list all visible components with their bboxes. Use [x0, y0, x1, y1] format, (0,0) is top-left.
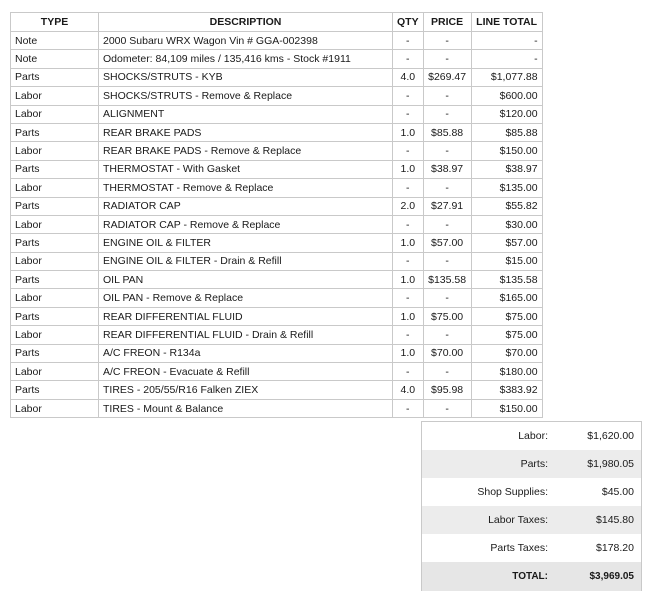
cell-type: Labor — [11, 363, 99, 381]
cell-qty: 4.0 — [393, 381, 424, 399]
table-row — [11, 307, 543, 325]
table-row — [11, 215, 543, 233]
cell-qty: 1.0 — [393, 307, 424, 325]
cell-line-total: $600.00 — [471, 87, 542, 105]
cell-qty: - — [393, 142, 424, 160]
cell-price: - — [423, 399, 471, 417]
table-row — [11, 363, 543, 381]
cell-description: THERMOSTAT - Remove & Replace — [99, 179, 393, 197]
cell-type: Parts — [11, 381, 99, 399]
cell-description: SHOCKS/STRUTS - Remove & Replace — [99, 87, 393, 105]
cell-price: - — [423, 87, 471, 105]
cell-price: - — [423, 252, 471, 270]
cell-line-total: $120.00 — [471, 105, 542, 123]
cell-description: REAR BRAKE PADS — [99, 123, 393, 141]
cell-description: Odometer: 84,109 miles / 135,416 kms - Stock #1911 — [99, 50, 393, 68]
cell-line-total: $38.97 — [471, 160, 542, 178]
table-row — [11, 142, 543, 160]
totals-label: Labor: — [518, 430, 548, 442]
table-row — [11, 234, 543, 252]
cell-description: REAR DIFFERENTIAL FLUID — [99, 307, 393, 325]
table-row — [11, 271, 543, 289]
cell-price: - — [423, 105, 471, 123]
cell-qty: 1.0 — [393, 344, 424, 362]
line-items-table — [10, 12, 543, 418]
cell-price: - — [423, 32, 471, 50]
cell-price: $38.97 — [423, 160, 471, 178]
cell-line-total: $75.00 — [471, 326, 542, 344]
cell-qty: - — [393, 399, 424, 417]
totals-value: $1,980.05 — [587, 458, 634, 470]
cell-description: ENGINE OIL & FILTER — [99, 234, 393, 252]
table-row — [11, 289, 543, 307]
cell-qty: 1.0 — [393, 123, 424, 141]
table-row — [11, 50, 543, 68]
cell-description: 2000 Subaru WRX Wagon Vin # GGA-002398 — [99, 32, 393, 50]
table-row — [11, 399, 543, 417]
cell-qty: - — [393, 105, 424, 123]
cell-type: Labor — [11, 142, 99, 160]
cell-description: ENGINE OIL & FILTER - Drain & Refill — [99, 252, 393, 270]
cell-line-total: - — [471, 50, 542, 68]
totals-label: Parts: — [520, 458, 548, 470]
cell-price: $75.00 — [423, 307, 471, 325]
table-header-row — [11, 13, 543, 32]
cell-line-total: $165.00 — [471, 289, 542, 307]
cell-price: $27.91 — [423, 197, 471, 215]
cell-qty: - — [393, 289, 424, 307]
cell-description: A/C FREON - R134a — [99, 344, 393, 362]
cell-type: Note — [11, 32, 99, 50]
cell-line-total: $15.00 — [471, 252, 542, 270]
cell-line-total: $30.00 — [471, 215, 542, 233]
totals-label: Shop Supplies: — [477, 486, 548, 498]
totals-value: $1,620.00 — [587, 430, 634, 442]
cell-qty: - — [393, 363, 424, 381]
cell-qty: 2.0 — [393, 197, 424, 215]
cell-description: RADIATOR CAP - Remove & Replace — [99, 215, 393, 233]
cell-qty: - — [393, 215, 424, 233]
totals-value: $178.20 — [596, 542, 634, 554]
cell-line-total: $85.88 — [471, 123, 542, 141]
totals-row — [422, 534, 641, 562]
totals-label: Parts Taxes: — [490, 542, 548, 554]
table-row — [11, 381, 543, 399]
cell-line-total: - — [471, 32, 542, 50]
header-description: DESCRIPTION — [99, 13, 393, 32]
cell-type: Note — [11, 50, 99, 68]
cell-type: Labor — [11, 252, 99, 270]
cell-qty: - — [393, 32, 424, 50]
cell-type: Labor — [11, 105, 99, 123]
table-row — [11, 160, 543, 178]
totals-box — [421, 421, 642, 591]
table-row — [11, 344, 543, 362]
cell-line-total: $1,077.88 — [471, 68, 542, 86]
cell-price: - — [423, 326, 471, 344]
cell-description: OIL PAN - Remove & Replace — [99, 289, 393, 307]
table-row — [11, 105, 543, 123]
cell-qty: 4.0 — [393, 68, 424, 86]
cell-type: Labor — [11, 215, 99, 233]
cell-line-total: $55.82 — [471, 197, 542, 215]
table-row — [11, 179, 543, 197]
cell-description: ALIGNMENT — [99, 105, 393, 123]
cell-description: TIRES - Mount & Balance — [99, 399, 393, 417]
cell-price: $85.88 — [423, 123, 471, 141]
cell-description: THERMOSTAT - With Gasket — [99, 160, 393, 178]
cell-line-total: $75.00 — [471, 307, 542, 325]
table-row — [11, 197, 543, 215]
table-row — [11, 326, 543, 344]
cell-type: Parts — [11, 344, 99, 362]
cell-type: Parts — [11, 307, 99, 325]
totals-label: Labor Taxes: — [488, 514, 548, 526]
cell-price: - — [423, 289, 471, 307]
cell-line-total: $150.00 — [471, 142, 542, 160]
cell-description: SHOCKS/STRUTS - KYB — [99, 68, 393, 86]
cell-description: RADIATOR CAP — [99, 197, 393, 215]
cell-qty: - — [393, 252, 424, 270]
table-row — [11, 68, 543, 86]
cell-qty: 1.0 — [393, 271, 424, 289]
cell-type: Parts — [11, 123, 99, 141]
cell-type: Parts — [11, 160, 99, 178]
cell-line-total: $180.00 — [471, 363, 542, 381]
cell-type: Parts — [11, 197, 99, 215]
cell-price: - — [423, 50, 471, 68]
cell-price: - — [423, 363, 471, 381]
cell-price: $57.00 — [423, 234, 471, 252]
line-items-body — [11, 32, 543, 418]
grand-total-row — [422, 562, 641, 591]
cell-type: Labor — [11, 87, 99, 105]
cell-qty: - — [393, 179, 424, 197]
cell-line-total: $57.00 — [471, 234, 542, 252]
table-row — [11, 32, 543, 50]
cell-line-total: $70.00 — [471, 344, 542, 362]
grand-total-label: TOTAL: — [512, 571, 548, 582]
cell-type: Labor — [11, 179, 99, 197]
cell-price: $135.58 — [423, 271, 471, 289]
cell-line-total: $135.00 — [471, 179, 542, 197]
totals-list — [422, 422, 641, 562]
cell-price: - — [423, 215, 471, 233]
cell-description: TIRES - 205/55/R16 Falken ZIEX — [99, 381, 393, 399]
table-row — [11, 87, 543, 105]
cell-price: $70.00 — [423, 344, 471, 362]
header-price: PRICE — [423, 13, 471, 32]
cell-qty: - — [393, 50, 424, 68]
cell-type: Labor — [11, 289, 99, 307]
cell-qty: - — [393, 326, 424, 344]
cell-type: Parts — [11, 234, 99, 252]
cell-type: Labor — [11, 399, 99, 417]
cell-price: $269.47 — [423, 68, 471, 86]
totals-row — [422, 478, 641, 506]
cell-description: OIL PAN — [99, 271, 393, 289]
totals-row — [422, 450, 641, 478]
cell-price: $95.98 — [423, 381, 471, 399]
cell-price: - — [423, 142, 471, 160]
cell-type: Parts — [11, 271, 99, 289]
totals-row — [422, 422, 641, 450]
table-row — [11, 123, 543, 141]
cell-qty: - — [393, 87, 424, 105]
totals-row — [422, 506, 641, 534]
header-line-total: LINE TOTAL — [471, 13, 542, 32]
cell-description: REAR DIFFERENTIAL FLUID - Drain & Refill — [99, 326, 393, 344]
cell-type: Labor — [11, 326, 99, 344]
cell-description: REAR BRAKE PADS - Remove & Replace — [99, 142, 393, 160]
cell-qty: 1.0 — [393, 234, 424, 252]
totals-value: $45.00 — [601, 486, 634, 498]
header-qty: QTY — [393, 13, 424, 32]
grand-total-value: $3,969.05 — [589, 571, 634, 582]
cell-type: Parts — [11, 68, 99, 86]
cell-description: A/C FREON - Evacuate & Refill — [99, 363, 393, 381]
cell-line-total: $383.92 — [471, 381, 542, 399]
totals-value: $145.80 — [596, 514, 634, 526]
cell-line-total: $135.58 — [471, 271, 542, 289]
cell-price: - — [423, 179, 471, 197]
cell-qty: 1.0 — [393, 160, 424, 178]
cell-line-total: $150.00 — [471, 399, 542, 417]
header-type: TYPE — [11, 13, 99, 32]
table-row — [11, 252, 543, 270]
